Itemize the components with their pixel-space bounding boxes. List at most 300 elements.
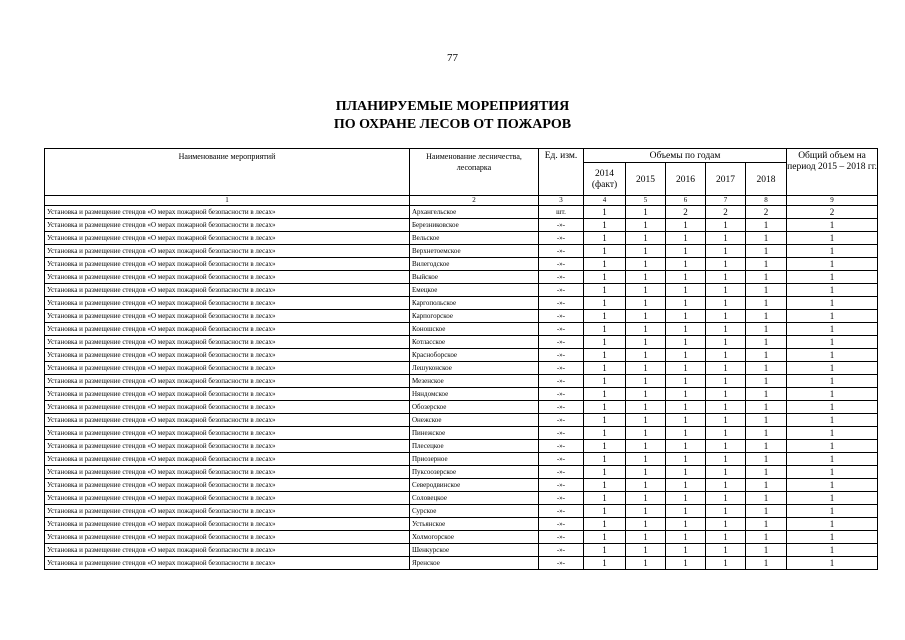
cell-total: 1 xyxy=(787,323,878,336)
cell-total: 1 xyxy=(787,518,878,531)
cell-volume: 1 xyxy=(706,531,746,544)
cell-volume: 1 xyxy=(746,479,787,492)
cell-total: 1 xyxy=(787,466,878,479)
cell-unit: -»- xyxy=(539,401,584,414)
cell-measure: Установка и размещение стендов «О мерах пожарной безопасности в лесах» xyxy=(45,401,410,414)
table-row xyxy=(45,466,878,479)
cell-volume: 1 xyxy=(584,362,626,375)
cell-volume: 1 xyxy=(584,323,626,336)
cell-volume: 1 xyxy=(584,297,626,310)
cell-volume: 1 xyxy=(746,388,787,401)
cell-total: 1 xyxy=(787,245,878,258)
cell-unit: -»- xyxy=(539,245,584,258)
cell-total: 1 xyxy=(787,362,878,375)
cell-volume: 1 xyxy=(746,440,787,453)
cell-volume: 1 xyxy=(666,323,706,336)
table-row xyxy=(45,258,878,271)
table-header xyxy=(45,149,878,206)
cell-volume: 1 xyxy=(706,414,746,427)
cell-forestry: Каргопольское xyxy=(410,297,539,310)
cell-volume: 1 xyxy=(584,427,626,440)
cell-volume: 1 xyxy=(584,219,626,232)
cell-volume: 1 xyxy=(706,427,746,440)
table-row xyxy=(45,297,878,310)
header-year: 2014 (факт) xyxy=(584,163,626,196)
cell-measure: Установка и размещение стендов «О мерах пожарной безопасности в лесах» xyxy=(45,271,410,284)
cell-forestry: Мезенское xyxy=(410,375,539,388)
table-row xyxy=(45,505,878,518)
cell-volume: 1 xyxy=(706,544,746,557)
cell-forestry: Яренское xyxy=(410,557,539,570)
table-row xyxy=(45,271,878,284)
table-row xyxy=(45,531,878,544)
cell-volume: 1 xyxy=(666,284,706,297)
table-body xyxy=(45,206,878,570)
cell-unit: -»- xyxy=(539,440,584,453)
cell-measure: Установка и размещение стендов «О мерах пожарной безопасности в лесах» xyxy=(45,206,410,219)
cell-total: 1 xyxy=(787,232,878,245)
cell-forestry: Няндомское xyxy=(410,388,539,401)
cell-volume: 1 xyxy=(626,284,666,297)
table-row xyxy=(45,440,878,453)
cell-volume: 1 xyxy=(666,492,706,505)
cell-measure: Установка и размещение стендов «О мерах пожарной безопасности в лесах» xyxy=(45,323,410,336)
cell-volume: 1 xyxy=(666,440,706,453)
header-volumes: Объемы по годам xyxy=(584,149,787,163)
cell-unit: -»- xyxy=(539,531,584,544)
cell-volume: 1 xyxy=(666,362,706,375)
cell-forestry: Лешуконское xyxy=(410,362,539,375)
cell-measure: Установка и размещение стендов «О мерах пожарной безопасности в лесах» xyxy=(45,531,410,544)
cell-forestry: Обозерское xyxy=(410,401,539,414)
cell-volume: 1 xyxy=(746,362,787,375)
table-row xyxy=(45,388,878,401)
cell-measure: Установка и размещение стендов «О мерах пожарной безопасности в лесах» xyxy=(45,232,410,245)
cell-volume: 1 xyxy=(626,531,666,544)
cell-volume: 1 xyxy=(626,453,666,466)
table-row xyxy=(45,323,878,336)
cell-volume: 1 xyxy=(626,401,666,414)
cell-volume: 1 xyxy=(584,245,626,258)
header-total: Общий объем на период 2015 – 2018 гг. xyxy=(787,149,878,196)
cell-forestry: Емецкое xyxy=(410,284,539,297)
cell-volume: 1 xyxy=(626,310,666,323)
cell-volume: 1 xyxy=(706,297,746,310)
cell-volume: 1 xyxy=(706,258,746,271)
cell-total: 1 xyxy=(787,531,878,544)
cell-measure: Установка и размещение стендов «О мерах пожарной безопасности в лесах» xyxy=(45,297,410,310)
cell-volume: 1 xyxy=(706,479,746,492)
cell-volume: 1 xyxy=(626,492,666,505)
table-row xyxy=(45,245,878,258)
cell-volume: 1 xyxy=(666,531,706,544)
cell-volume: 1 xyxy=(706,466,746,479)
cell-forestry: Верхнетоемское xyxy=(410,245,539,258)
cell-volume: 1 xyxy=(626,232,666,245)
cell-volume: 1 xyxy=(626,206,666,219)
cell-total: 1 xyxy=(787,258,878,271)
cell-volume: 1 xyxy=(584,440,626,453)
cell-volume: 1 xyxy=(584,518,626,531)
cell-volume: 2 xyxy=(666,206,706,219)
column-number: 2 xyxy=(410,196,539,206)
cell-volume: 1 xyxy=(666,336,706,349)
cell-volume: 1 xyxy=(584,479,626,492)
cell-measure: Установка и размещение стендов «О мерах пожарной безопасности в лесах» xyxy=(45,388,410,401)
cell-volume: 1 xyxy=(746,427,787,440)
cell-volume: 1 xyxy=(584,232,626,245)
cell-total: 1 xyxy=(787,310,878,323)
cell-unit: -»- xyxy=(539,323,584,336)
cell-volume: 1 xyxy=(706,232,746,245)
cell-forestry: Сурское xyxy=(410,505,539,518)
cell-volume: 1 xyxy=(666,375,706,388)
column-number: 4 xyxy=(584,196,626,206)
cell-forestry: Березниковское xyxy=(410,219,539,232)
table-row xyxy=(45,427,878,440)
cell-forestry: Холмогорское xyxy=(410,531,539,544)
cell-volume: 1 xyxy=(706,349,746,362)
table-row xyxy=(45,219,878,232)
cell-volume: 1 xyxy=(666,219,706,232)
cell-volume: 1 xyxy=(584,284,626,297)
cell-total: 1 xyxy=(787,349,878,362)
cell-total: 1 xyxy=(787,544,878,557)
table-row xyxy=(45,336,878,349)
cell-total: 2 xyxy=(787,206,878,219)
cell-total: 1 xyxy=(787,271,878,284)
header-year: 2017 xyxy=(706,163,746,196)
cell-volume: 1 xyxy=(666,297,706,310)
cell-measure: Установка и размещение стендов «О мерах пожарной безопасности в лесах» xyxy=(45,479,410,492)
cell-unit: -»- xyxy=(539,271,584,284)
cell-volume: 1 xyxy=(626,466,666,479)
cell-volume: 1 xyxy=(626,479,666,492)
cell-measure: Установка и размещение стендов «О мерах пожарной безопасности в лесах» xyxy=(45,414,410,427)
cell-volume: 1 xyxy=(746,323,787,336)
cell-volume: 1 xyxy=(626,362,666,375)
cell-volume: 1 xyxy=(666,427,706,440)
cell-total: 1 xyxy=(787,414,878,427)
cell-volume: 1 xyxy=(746,271,787,284)
cell-volume: 1 xyxy=(584,466,626,479)
cell-volume: 1 xyxy=(626,518,666,531)
cell-unit: -»- xyxy=(539,310,584,323)
table-row xyxy=(45,557,878,570)
header-year: 2018 xyxy=(746,163,787,196)
cell-unit: -»- xyxy=(539,544,584,557)
cell-volume: 1 xyxy=(666,245,706,258)
cell-volume: 1 xyxy=(584,544,626,557)
table-row xyxy=(45,453,878,466)
cell-unit: -»- xyxy=(539,518,584,531)
cell-total: 1 xyxy=(787,505,878,518)
table-row xyxy=(45,401,878,414)
cell-volume: 1 xyxy=(584,258,626,271)
cell-volume: 1 xyxy=(746,245,787,258)
cell-volume: 1 xyxy=(584,349,626,362)
cell-volume: 1 xyxy=(706,375,746,388)
cell-unit: -»- xyxy=(539,349,584,362)
cell-volume: 1 xyxy=(666,505,706,518)
cell-unit: -»- xyxy=(539,284,584,297)
cell-volume: 1 xyxy=(626,297,666,310)
cell-total: 1 xyxy=(787,388,878,401)
cell-volume: 1 xyxy=(746,557,787,570)
cell-forestry: Северодвинское xyxy=(410,479,539,492)
cell-measure: Установка и размещение стендов «О мерах пожарной безопасности в лесах» xyxy=(45,219,410,232)
title-line-1: ПЛАНИРУЕМЫЕ МОРЕПРИЯТИЯ xyxy=(335,99,570,114)
cell-volume: 1 xyxy=(666,479,706,492)
table-row xyxy=(45,479,878,492)
cell-volume: 1 xyxy=(666,414,706,427)
header-year: 2015 xyxy=(626,163,666,196)
cell-volume: 1 xyxy=(746,544,787,557)
cell-volume: 1 xyxy=(746,310,787,323)
cell-volume: 1 xyxy=(626,388,666,401)
cell-volume: 1 xyxy=(626,414,666,427)
cell-forestry: Соловецкое xyxy=(410,492,539,505)
header-measure: Наименование мероприятий xyxy=(45,149,410,196)
cell-unit: -»- xyxy=(539,388,584,401)
cell-volume: 2 xyxy=(746,206,787,219)
cell-volume: 1 xyxy=(746,531,787,544)
cell-unit: -»- xyxy=(539,375,584,388)
cell-unit: -»- xyxy=(539,427,584,440)
cell-volume: 1 xyxy=(666,401,706,414)
cell-total: 1 xyxy=(787,479,878,492)
cell-volume: 1 xyxy=(626,544,666,557)
cell-volume: 1 xyxy=(666,232,706,245)
cell-volume: 1 xyxy=(746,297,787,310)
table-row xyxy=(45,518,878,531)
title-line-2: ПО ОХРАНЕ ЛЕСОВ ОТ ПОЖАРОВ xyxy=(333,117,572,132)
cell-volume: 1 xyxy=(706,453,746,466)
cell-volume: 1 xyxy=(706,310,746,323)
header-year: 2016 xyxy=(666,163,706,196)
cell-unit: -»- xyxy=(539,466,584,479)
cell-volume: 1 xyxy=(746,284,787,297)
cell-volume: 1 xyxy=(626,219,666,232)
cell-measure: Установка и размещение стендов «О мерах пожарной безопасности в лесах» xyxy=(45,336,410,349)
table-row xyxy=(45,492,878,505)
cell-volume: 1 xyxy=(706,401,746,414)
cell-total: 1 xyxy=(787,336,878,349)
cell-total: 1 xyxy=(787,375,878,388)
cell-measure: Установка и размещение стендов «О мерах пожарной безопасности в лесах» xyxy=(45,349,410,362)
cell-volume: 1 xyxy=(666,557,706,570)
cell-unit: -»- xyxy=(539,219,584,232)
cell-forestry: Пуксоозерское xyxy=(410,466,539,479)
cell-unit: -»- xyxy=(539,336,584,349)
cell-measure: Установка и размещение стендов «О мерах пожарной безопасности в лесах» xyxy=(45,362,410,375)
cell-unit: -»- xyxy=(539,258,584,271)
cell-unit: -»- xyxy=(539,414,584,427)
cell-volume: 1 xyxy=(584,531,626,544)
cell-volume: 1 xyxy=(746,375,787,388)
cell-unit: -»- xyxy=(539,505,584,518)
cell-volume: 1 xyxy=(706,336,746,349)
cell-forestry: Вельское xyxy=(410,232,539,245)
cell-total: 1 xyxy=(787,492,878,505)
column-number: 6 xyxy=(666,196,706,206)
cell-volume: 1 xyxy=(584,336,626,349)
column-number: 9 xyxy=(787,196,878,206)
cell-forestry: Карпогорское xyxy=(410,310,539,323)
cell-volume: 1 xyxy=(746,505,787,518)
cell-volume: 1 xyxy=(626,557,666,570)
cell-volume: 1 xyxy=(746,258,787,271)
cell-measure: Установка и размещение стендов «О мерах пожарной безопасности в лесах» xyxy=(45,505,410,518)
cell-forestry: Онежское xyxy=(410,414,539,427)
cell-volume: 1 xyxy=(706,518,746,531)
cell-measure: Установка и размещение стендов «О мерах пожарной безопасности в лесах» xyxy=(45,453,410,466)
cell-volume: 1 xyxy=(746,232,787,245)
cell-forestry: Коношское xyxy=(410,323,539,336)
cell-volume: 1 xyxy=(666,310,706,323)
cell-volume: 1 xyxy=(584,414,626,427)
cell-volume: 1 xyxy=(746,336,787,349)
cell-unit: -»- xyxy=(539,453,584,466)
table-row xyxy=(45,206,878,219)
cell-volume: 1 xyxy=(626,375,666,388)
cell-measure: Установка и размещение стендов «О мерах пожарной безопасности в лесах» xyxy=(45,310,410,323)
cell-forestry: Пинежское xyxy=(410,427,539,440)
cell-volume: 1 xyxy=(626,349,666,362)
cell-volume: 1 xyxy=(706,271,746,284)
cell-measure: Установка и размещение стендов «О мерах пожарной безопасности в лесах» xyxy=(45,375,410,388)
cell-volume: 1 xyxy=(706,505,746,518)
cell-volume: 1 xyxy=(626,336,666,349)
cell-forestry: Плесецкое xyxy=(410,440,539,453)
cell-volume: 1 xyxy=(626,323,666,336)
cell-measure: Установка и размещение стендов «О мерах пожарной безопасности в лесах» xyxy=(45,258,410,271)
table-row xyxy=(45,375,878,388)
cell-volume: 1 xyxy=(666,544,706,557)
cell-volume: 1 xyxy=(746,492,787,505)
cell-volume: 1 xyxy=(746,219,787,232)
cell-forestry: Котласское xyxy=(410,336,539,349)
cell-volume: 1 xyxy=(706,323,746,336)
cell-volume: 1 xyxy=(706,388,746,401)
cell-volume: 1 xyxy=(746,453,787,466)
cell-volume: 1 xyxy=(584,453,626,466)
cell-volume: 2 xyxy=(706,206,746,219)
table-row xyxy=(45,349,878,362)
cell-volume: 1 xyxy=(666,258,706,271)
cell-volume: 1 xyxy=(626,440,666,453)
column-number: 5 xyxy=(626,196,666,206)
cell-measure: Установка и размещение стендов «О мерах пожарной безопасности в лесах» xyxy=(45,518,410,531)
page-number: 77 xyxy=(447,52,458,64)
cell-volume: 1 xyxy=(706,362,746,375)
cell-volume: 1 xyxy=(584,505,626,518)
cell-volume: 1 xyxy=(666,271,706,284)
table-row xyxy=(45,284,878,297)
cell-volume: 1 xyxy=(626,258,666,271)
column-number: 3 xyxy=(539,196,584,206)
cell-volume: 1 xyxy=(666,453,706,466)
cell-volume: 1 xyxy=(584,557,626,570)
cell-total: 1 xyxy=(787,453,878,466)
table-row xyxy=(45,414,878,427)
cell-total: 1 xyxy=(787,401,878,414)
cell-volume: 1 xyxy=(666,518,706,531)
cell-volume: 1 xyxy=(584,271,626,284)
cell-forestry: Выйское xyxy=(410,271,539,284)
table-row xyxy=(45,232,878,245)
cell-total: 1 xyxy=(787,427,878,440)
column-number: 1 xyxy=(45,196,410,206)
cell-volume: 1 xyxy=(706,440,746,453)
cell-volume: 1 xyxy=(706,284,746,297)
header-forestry: Наименование лесничества, лесопарка xyxy=(410,149,539,196)
cell-volume: 1 xyxy=(584,206,626,219)
cell-volume: 1 xyxy=(746,349,787,362)
cell-total: 1 xyxy=(787,440,878,453)
cell-total: 1 xyxy=(787,557,878,570)
cell-forestry: Красноборское xyxy=(410,349,539,362)
cell-forestry: Шенкурское xyxy=(410,544,539,557)
cell-volume: 1 xyxy=(706,245,746,258)
table-row xyxy=(45,362,878,375)
column-number-row xyxy=(45,196,878,206)
cell-measure: Установка и размещение стендов «О мерах пожарной безопасности в лесах» xyxy=(45,544,410,557)
cell-forestry: Вилегодское xyxy=(410,258,539,271)
page-title xyxy=(0,98,905,134)
cell-volume: 1 xyxy=(746,518,787,531)
cell-measure: Установка и размещение стендов «О мерах пожарной безопасности в лесах» xyxy=(45,427,410,440)
cell-volume: 1 xyxy=(626,271,666,284)
cell-volume: 1 xyxy=(584,492,626,505)
cell-volume: 1 xyxy=(584,375,626,388)
cell-volume: 1 xyxy=(746,414,787,427)
cell-measure: Установка и размещение стендов «О мерах пожарной безопасности в лесах» xyxy=(45,466,410,479)
cell-volume: 1 xyxy=(666,466,706,479)
cell-forestry: Приозерное xyxy=(410,453,539,466)
cell-measure: Установка и размещение стендов «О мерах пожарной безопасности в лесах» xyxy=(45,557,410,570)
cell-volume: 1 xyxy=(706,492,746,505)
table-row xyxy=(45,310,878,323)
column-number: 7 xyxy=(706,196,746,206)
cell-unit: шт. xyxy=(539,206,584,219)
cell-unit: -»- xyxy=(539,492,584,505)
cell-unit: -»- xyxy=(539,297,584,310)
header-unit: Ед. изм. xyxy=(539,149,584,196)
cell-volume: 1 xyxy=(706,219,746,232)
cell-measure: Установка и размещение стендов «О мерах пожарной безопасности в лесах» xyxy=(45,284,410,297)
cell-measure: Установка и размещение стендов «О мерах пожарной безопасности в лесах» xyxy=(45,440,410,453)
measures-table xyxy=(44,148,878,570)
cell-measure: Установка и размещение стендов «О мерах пожарной безопасности в лесах» xyxy=(45,492,410,505)
table-row xyxy=(45,544,878,557)
cell-total: 1 xyxy=(787,284,878,297)
cell-unit: -»- xyxy=(539,232,584,245)
cell-volume: 1 xyxy=(666,349,706,362)
cell-unit: -»- xyxy=(539,362,584,375)
column-number: 8 xyxy=(746,196,787,206)
cell-total: 1 xyxy=(787,219,878,232)
cell-unit: -»- xyxy=(539,557,584,570)
cell-volume: 1 xyxy=(746,401,787,414)
cell-unit: -»- xyxy=(539,479,584,492)
cell-forestry: Устьянское xyxy=(410,518,539,531)
cell-volume: 1 xyxy=(666,388,706,401)
cell-forestry: Архангельское xyxy=(410,206,539,219)
cell-total: 1 xyxy=(787,297,878,310)
cell-measure: Установка и размещение стендов «О мерах пожарной безопасности в лесах» xyxy=(45,245,410,258)
cell-volume: 1 xyxy=(706,557,746,570)
